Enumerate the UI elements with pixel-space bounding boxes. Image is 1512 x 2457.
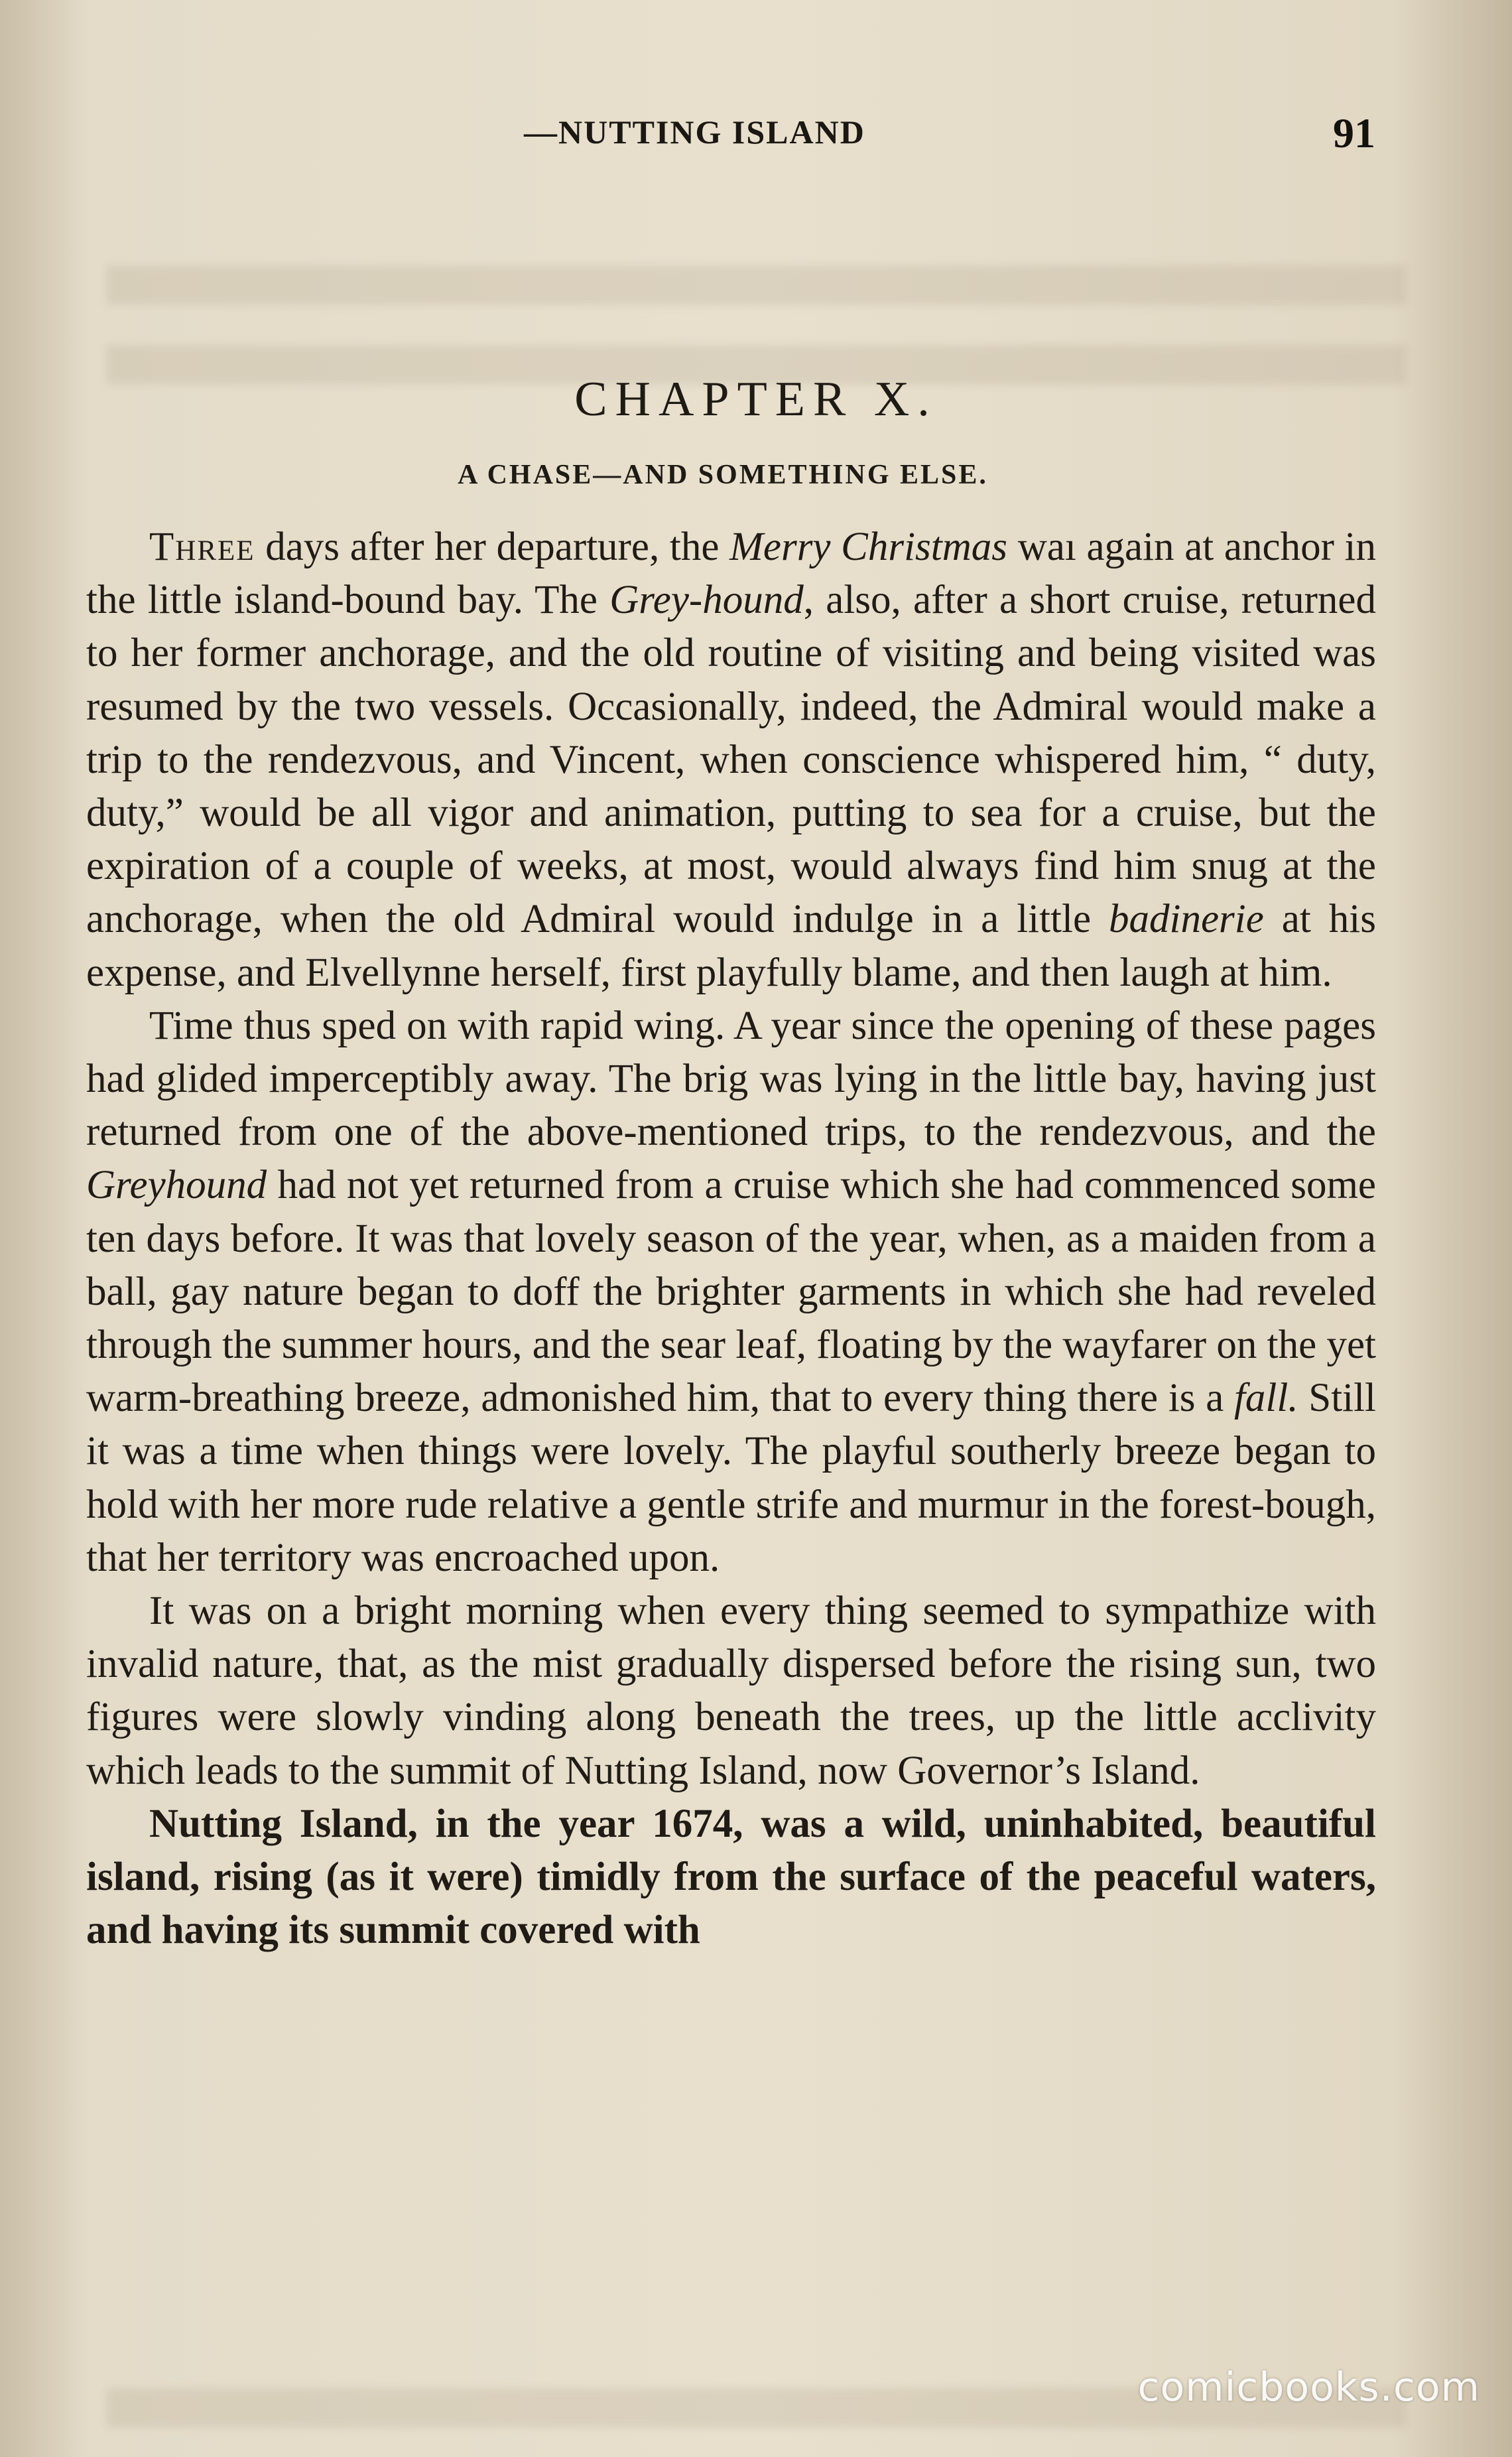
body-text	[86, 521, 1376, 1957]
site-watermark: comicbooks.com	[1137, 2364, 1480, 2411]
text-segment: Time thus sped on with rapid wing. A year since the opening of these pages had glided imperceptibly away. The brig was lying in the little bay, having just returned from one of the above-mentioned trips, to the rendezvous, and the	[86, 1003, 1376, 1155]
body-paragraph	[86, 521, 1376, 1000]
body-paragraph	[86, 1798, 1376, 1958]
show-through-bleed	[106, 265, 1406, 305]
text-segment: Still it was a time when things were lovely. The playful southerly breeze began to hold with her more rude relative a gentle strife and murmur in the forest-bough, that her territory was encroached upon.	[86, 1376, 1376, 1580]
text-segment: , also, after a short cruise, returned to her former anchorage, and the old routine of visiting and being visited was resumed by the two vessels. Occasionally, indeed, the Admiral would make a trip to the rendezvous, and Vincent, when conscience whispered him, “ duty, duty,” would be all vigor and animation, putting to sea for a cruise, but the expiration of a couple of weeks, at most, would always find him snug at the anchorage, when the old Admiral would indulge in a little	[86, 578, 1376, 942]
text-segment: at his expense, and Elvellynne herself, first playfully blame, and then laugh at him.	[86, 897, 1376, 995]
italic-text: Merry Christmas	[729, 525, 1008, 569]
italic-text: fall.	[1233, 1376, 1298, 1421]
text-segment: waı again at anchor in the little island-bound bay. The	[86, 525, 1376, 623]
text-segment: days after her departure, the	[255, 525, 730, 569]
italic-text: badinerie	[1109, 897, 1264, 942]
text-segment: Nutting Island, in the year 1674, was a wild, uninhabited, beautiful island, rising (as it were) timidly from the surface of the peaceful waters, and having its summit covered with	[86, 1801, 1376, 1953]
chapter-title: CHAPTER X.	[574, 372, 938, 427]
body-paragraph	[86, 1000, 1376, 1585]
paragraph-lead-word: Three	[149, 525, 255, 569]
page-number: 91	[1333, 109, 1375, 157]
body-paragraph	[86, 1585, 1376, 1798]
running-header	[0, 109, 1512, 157]
italic-text: Greyhound	[86, 1163, 267, 1208]
italic-text: Grey-hound	[609, 578, 804, 623]
text-segment: It was on a bright morning when every thing seemed to sympathize with invalid nature, that, as the mist gradually dispersed before the rising sun, two figures were slowly vinding along beneath the trees, up the little acclivity which leads to the summit of Nutting Island, now Governor’s Island.	[86, 1589, 1376, 1793]
chapter-subtitle: A CHASE—AND SOMETHING ELSE.	[458, 460, 988, 490]
running-title: —NUTTING ISLAND	[524, 113, 865, 151]
text-segment: had not yet returned from a cruise which she had commenced some ten days before. It was that lovely season of the year, when, as a maiden from a ball, gay nature began to doff the brighter garments in which she had reveled through the summer hours, and the sear leaf, floating by the wayfarer on the yet warm-breathing breeze, admonished him, that to every thing there is a	[86, 1163, 1376, 1421]
